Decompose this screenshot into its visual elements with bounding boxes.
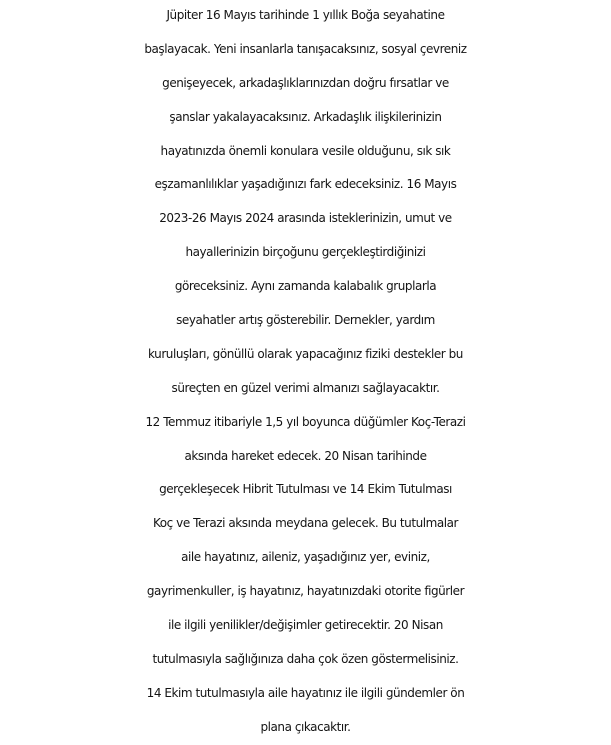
text-line: plana çıkacaktır. [260, 719, 351, 734]
text-line: şanslar yakalayacaksınız. Arkadaşlık ilişkilerinizin [169, 109, 442, 124]
text-line: başlayacak. Yeni insanlarla tanışacaksınız, sosyal çevreniz [144, 41, 467, 56]
text-line: eşzamanlılıklar yaşadığınızı fark edeceksiniz. 16 Mayıs [154, 177, 457, 192]
text-line: 2023-26 Mayıs 2024 arasında isteklerinizin, umut ve [159, 211, 452, 226]
text-line: göreceksiniz. Aynı zamanda kalabalık gruplarla [174, 279, 437, 294]
text-line: 14 Ekim tutulmasıyla aile hayatınız ile ilgili gündemler ön [146, 685, 465, 700]
text-line: hayallerinizin birçoğunu gerçekleştirdiğinizi [185, 245, 426, 260]
text-line: kuruluşları, gönüllü olarak yapacağınız fiziki destekler bu [148, 346, 463, 361]
text-line: 12 Temmuz itibariyle 1,5 yıl boyunca düğümler Koç-Terazi [145, 414, 466, 429]
text-line: aile hayatınız, aileniz, yaşadığınız yer, eviniz, [181, 550, 430, 565]
text-line: tutulmasıyla sağlığınıza daha çok özen göstermelisiniz. [152, 651, 459, 666]
text-line: Jüpiter 16 Mayıs tarihinde 1 yıllık Boğa seyahatine [166, 8, 445, 22]
text-line: süreçten en güzel verimi almanızı sağlayacaktır. [171, 380, 440, 395]
text-line: seyahatler artış gösterebilir. Dernekler, yardım [176, 313, 435, 328]
text-line: aksında hareket edecek. 20 Nisan tarihinde [184, 448, 427, 463]
text-line: hayatınızda önemli konulara vesile olduğunu, sık sık [160, 143, 451, 158]
text-line: genişeyecek, arkadaşlıklarınızdan doğru fırsatlar ve [162, 75, 449, 90]
text-line: gayrimenkuller, iş hayatınız, hayatınızdaki otorite figürler [146, 584, 465, 599]
text-line: gerçekleşecek Hibrit Tutulması ve 14 Ekim Tutulması [159, 482, 452, 497]
text-line: ile ilgili yenilikler/değişimler getirecektir. 20 Nisan [168, 618, 443, 633]
text-line: Koç ve Terazi aksında meydana gelecek. Bu tutulmalar [152, 516, 459, 531]
